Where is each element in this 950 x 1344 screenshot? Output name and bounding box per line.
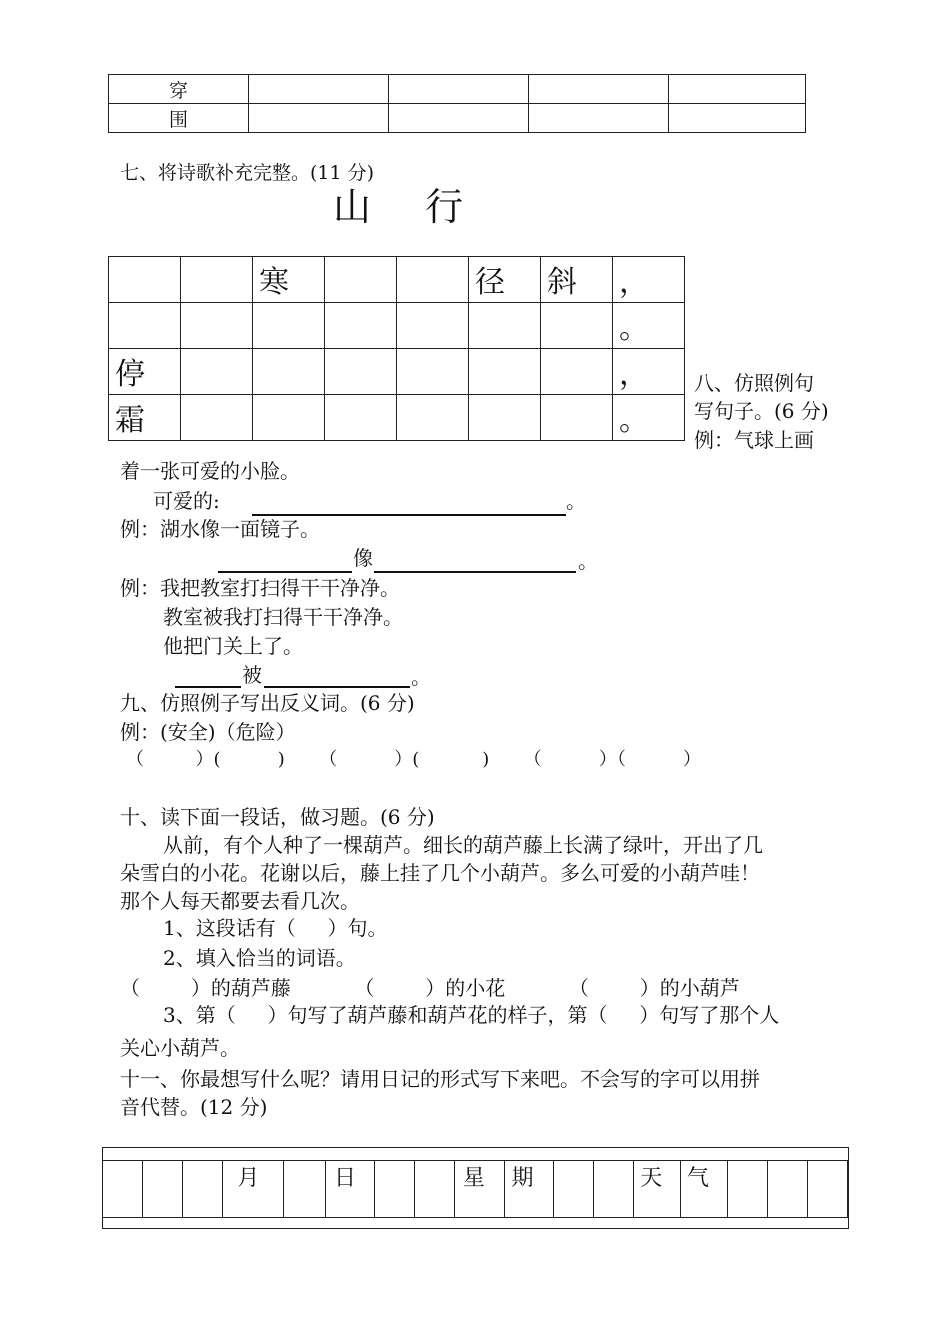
- poem-grid: [108, 256, 685, 441]
- paragraph-line: 从前，有个人种了一棵葫芦。细长的葫芦藤上长满了绿叶，开出了几: [163, 833, 763, 857]
- paragraph-line: 朵雪白的小花。花谢以后，藤上挂了几个小葫芦。多么可爱的小葫芦哇！: [120, 861, 760, 885]
- poem-cell: 径: [469, 257, 541, 303]
- poem-cell: ，: [613, 257, 685, 303]
- answer-cell[interactable]: [249, 75, 389, 104]
- diary-cell[interactable]: [414, 1161, 454, 1218]
- poem-cell[interactable]: [541, 349, 613, 395]
- question-2: 2、填入恰当的词语。: [163, 946, 356, 970]
- section-7-heading: 七、将诗歌补充完整。(11 分): [120, 162, 375, 184]
- diary-cell[interactable]: [554, 1161, 594, 1218]
- question-3-line-2: 关心小葫芦。: [120, 1036, 240, 1060]
- answer-cell[interactable]: [529, 104, 669, 133]
- diary-cell[interactable]: [183, 1161, 223, 1218]
- top-table: [108, 74, 806, 133]
- poem-title: 山 行: [333, 185, 474, 229]
- diary-cell[interactable]: [807, 1161, 847, 1218]
- answer-cell[interactable]: [669, 104, 806, 133]
- poem-cell[interactable]: [325, 257, 397, 303]
- poem-cell[interactable]: [397, 257, 469, 303]
- poem-row: [109, 303, 685, 349]
- row-label: 围: [109, 104, 249, 133]
- diary-cell[interactable]: [594, 1161, 634, 1218]
- answer-line[interactable]: [264, 664, 410, 688]
- poem-cell[interactable]: [325, 395, 397, 441]
- poem-cell[interactable]: [181, 349, 253, 395]
- section-8-heading-2: 写句子。(6 分): [694, 399, 829, 423]
- poem-cell[interactable]: [397, 395, 469, 441]
- question-3-line-1: 3、第（ ）句写了葫芦藤和葫芦花的样子，第（ ）句写了那个人: [163, 1003, 780, 1027]
- diary-grid: [102, 1147, 849, 1229]
- diary-cell[interactable]: [374, 1161, 414, 1218]
- poem-cell[interactable]: [181, 257, 253, 303]
- poem-cell: 寒: [253, 257, 325, 303]
- example-3-line-a: 例：我把教室打扫得干干净净。: [120, 576, 400, 600]
- poem-cell[interactable]: [469, 303, 541, 349]
- example-3-mid: 被: [242, 663, 262, 687]
- section-9-heading: 九、仿照例子写出反义词。(6 分): [120, 691, 415, 715]
- answer-line[interactable]: [252, 490, 566, 516]
- example-3-line-c: 他把门关上了。: [163, 634, 303, 658]
- poem-cell[interactable]: [397, 349, 469, 395]
- poem-cell[interactable]: [469, 349, 541, 395]
- diary-row: [103, 1161, 849, 1218]
- answer-line[interactable]: [218, 547, 352, 573]
- row-label: 穿: [109, 75, 249, 104]
- diary-cell: 气: [680, 1161, 727, 1218]
- answer-cell[interactable]: [529, 75, 669, 104]
- poem-cell[interactable]: [325, 303, 397, 349]
- answer-cell[interactable]: [389, 104, 529, 133]
- poem-row: [109, 257, 685, 303]
- table-row: [109, 75, 806, 104]
- period: 。: [566, 489, 586, 513]
- diary-cell: 期: [505, 1161, 554, 1218]
- period: 。: [578, 549, 598, 573]
- poem-row: [109, 395, 685, 441]
- diary-cell[interactable]: [283, 1161, 325, 1218]
- poem-cell: 停: [109, 349, 181, 395]
- answer-line[interactable]: [175, 664, 241, 688]
- poem-cell[interactable]: [397, 303, 469, 349]
- table-row: [109, 104, 806, 133]
- answer-cell[interactable]: [249, 104, 389, 133]
- poem-row: [109, 349, 685, 395]
- diary-cell: 月: [223, 1161, 283, 1218]
- diary-cell: 天: [634, 1161, 681, 1218]
- diary-cell[interactable]: [767, 1161, 807, 1218]
- answer-cell[interactable]: [389, 75, 529, 104]
- diary-cell: 日: [326, 1161, 375, 1218]
- section-10-heading: 十、读下面一段话，做习题。(6 分): [120, 805, 435, 829]
- diary-cell[interactable]: [727, 1161, 767, 1218]
- poem-cell[interactable]: [181, 303, 253, 349]
- section-9-example: 例：(安全)（危险）: [120, 720, 296, 744]
- poem-cell[interactable]: [325, 349, 397, 395]
- question-2-blanks[interactable]: （ ）的葫芦藤 （ ）的小花 （ ）的小葫芦: [120, 976, 740, 1000]
- answer-cell[interactable]: [669, 75, 806, 104]
- poem-cell[interactable]: [109, 303, 181, 349]
- example-3-line-b: 教室被我打扫得干干净净。: [163, 605, 403, 629]
- poem-cell[interactable]: [541, 303, 613, 349]
- example-1-line-a: 例：气球上画: [694, 428, 814, 452]
- poem-cell: 。: [613, 303, 685, 349]
- antonym-blanks[interactable]: （ ）( ) （ ）( ) （ ）（ ）: [126, 749, 702, 770]
- section-11-heading-1: 十一、你最想写什么呢？请用日记的形式写下来吧。不会写的字可以用拼: [120, 1067, 760, 1091]
- question-1: 1、这段话有（ ）句。: [163, 916, 388, 940]
- answer-line[interactable]: [374, 547, 576, 573]
- diary-cell[interactable]: [848, 1161, 849, 1218]
- example-1-prompt: 可爱的:: [153, 489, 220, 513]
- poem-cell[interactable]: [253, 303, 325, 349]
- diary-top-strip: [103, 1148, 849, 1161]
- poem-cell: 。: [613, 395, 685, 441]
- poem-cell: 霜: [109, 395, 181, 441]
- section-8-heading-1: 八、仿照例句: [694, 371, 814, 395]
- example-1-line-b: 着一张可爱的小脸。: [120, 459, 300, 483]
- poem-cell[interactable]: [541, 395, 613, 441]
- poem-cell[interactable]: [469, 395, 541, 441]
- example-2: 例：湖水像一面镜子。: [120, 517, 320, 541]
- poem-cell[interactable]: [253, 349, 325, 395]
- section-11-heading-2: 音代替。(12 分): [120, 1095, 268, 1119]
- paragraph-line: 那个人每天都要去看几次。: [120, 889, 360, 913]
- poem-cell: 斜: [541, 257, 613, 303]
- poem-cell[interactable]: [181, 395, 253, 441]
- poem-cell: ，: [613, 349, 685, 395]
- poem-cell[interactable]: [253, 395, 325, 441]
- period: 。: [411, 665, 431, 689]
- example-2-mid: 像: [353, 546, 373, 570]
- diary-cell: 星: [454, 1161, 505, 1218]
- diary-bottom-strip: [103, 1218, 849, 1229]
- diary-cell[interactable]: [103, 1161, 143, 1218]
- poem-cell[interactable]: [109, 257, 181, 303]
- diary-cell[interactable]: [143, 1161, 183, 1218]
